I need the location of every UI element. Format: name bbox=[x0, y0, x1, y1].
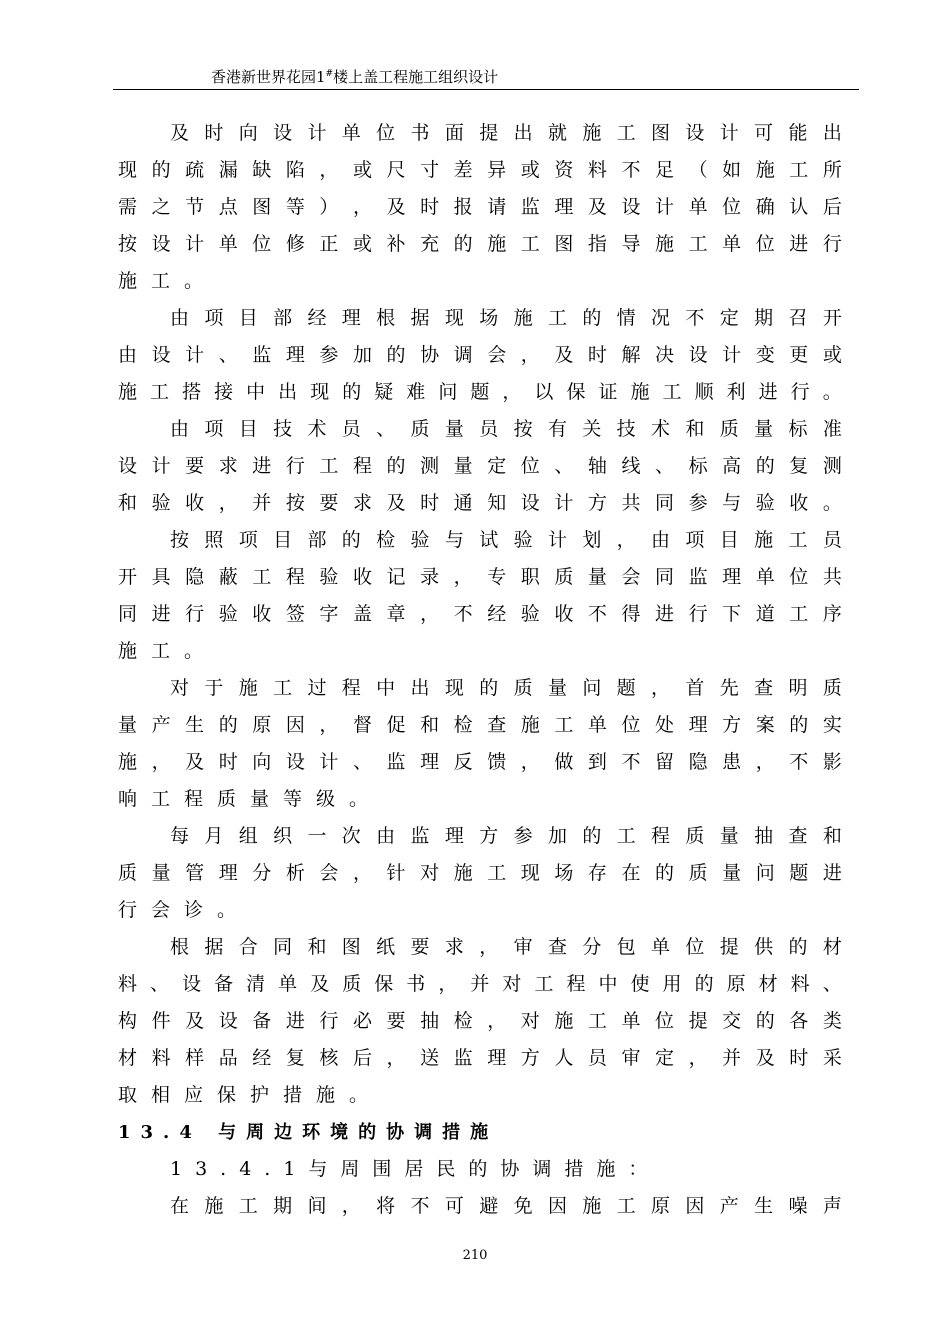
text-line: 和 验 收 ， 并 按 要 求 及 时 通 知 设 计 方 共 同 参 与 验 收 。 bbox=[118, 492, 842, 514]
text-line: 需 之 节 点 图 等 ） ， 及 时 报 请 监 理 及 设 计 单 位 确 认 后 bbox=[118, 196, 842, 218]
text-line: 同 进 行 验 收 签 字 盖 章 ， 不 经 验 收 不 得 进 行 下 道 工 序 bbox=[118, 603, 842, 625]
text-line: 根 据 合 同 和 图 纸 要 求 ， 审 查 分 包 单 位 提 供 的 材 bbox=[170, 936, 842, 958]
text-line: 材 料 样 品 经 复 核 后 ， 送 监 理 方 人 员 审 定 ， 并 及 时 采 bbox=[118, 1047, 842, 1069]
text-line: 由 项 目 技 术 员 、 质 量 员 按 有 关 技 术 和 质 量 标 准 bbox=[170, 418, 842, 440]
page-number: 210 bbox=[462, 1248, 488, 1263]
text-line: 质 量 管 理 分 析 会 ， 针 对 施 工 现 场 存 在 的 质 量 问 题 进 bbox=[118, 862, 842, 884]
text-line: 现 的 疏 漏 缺 陷 ， 或 尺 寸 差 异 或 资 料 不 足 （ 如 施 工 所 bbox=[118, 159, 842, 181]
text-line: 行会诊。 bbox=[118, 899, 251, 921]
text-line: 响工程质量等级。 bbox=[118, 788, 383, 810]
text-line: 取相应保护措施。 bbox=[118, 1084, 383, 1106]
text-line: 设 计 要 求 进 行 工 程 的 测 量 定 位 、 轴 线 、 标 高 的 复 测 bbox=[118, 455, 842, 477]
text-line: 量 产 生 的 原 因 ， 督 促 和 检 查 施 工 单 位 处 理 方 案 的 实 bbox=[118, 714, 842, 736]
text-line: 施工。 bbox=[118, 270, 218, 292]
text-line: 在 施 工 期 间 ， 将 不 可 避 免 因 施 工 原 因 产 生 噪 声 bbox=[170, 1195, 842, 1217]
text-line: 每 月 组 织 一 次 由 监 理 方 参 加 的 工 程 质 量 抽 查 和 bbox=[170, 825, 842, 847]
text-line: 开 具 隐 蔽 工 程 验 收 记 录 ， 专 职 质 量 会 同 监 理 单 位 共 bbox=[118, 566, 842, 588]
text-line: 由 项 目 部 经 理 根 据 现 场 施 工 的 情 况 不 定 期 召 开 bbox=[170, 307, 842, 329]
document-body bbox=[118, 115, 842, 1225]
section-heading: 13.4 与周边环境的协调措施 bbox=[118, 1122, 499, 1143]
text-line: 施 工 搭 接 中 出 现 的 疑 难 问 题 ， 以 保 证 施 工 顺 利 进 行 。 bbox=[118, 381, 842, 403]
page-header bbox=[113, 60, 859, 90]
text-line: 构 件 及 设 备 进 行 必 要 抽 检 ， 对 施 工 单 位 提 交 的 各 类 bbox=[118, 1010, 842, 1032]
text-line: 及 时 向 设 计 单 位 书 面 提 出 就 施 工 图 设 计 可 能 出 bbox=[170, 122, 842, 144]
text-line: 由 设 计 、 监 理 参 加 的 协 调 会 ， 及 时 解 决 设 计 变 更 或 bbox=[118, 344, 842, 366]
header-title: 香港新世界花园1#楼上盖工程施工组织设计 bbox=[211, 68, 499, 86]
text-line: 按 照 项 目 部 的 检 验 与 试 验 计 划 ， 由 项 目 施 工 员 bbox=[170, 529, 842, 551]
text-line: 料 、 设 备 清 单 及 质 保 书 ， 并 对 工 程 中 使 用 的 原 材 料 、 bbox=[118, 973, 842, 995]
text-line: 按 设 计 单 位 修 正 或 补 充 的 施 工 图 指 导 施 工 单 位 进 行 bbox=[118, 233, 842, 255]
text-line: 对 于 施 工 过 程 中 出 现 的 质 量 问 题 ， 首 先 查 明 质 bbox=[170, 677, 842, 699]
text-line: 施 ， 及 时 向 设 计 、 监 理 反 馈 ， 做 到 不 留 隐 患 ， 不 影 bbox=[118, 751, 842, 773]
text-line: 施工。 bbox=[118, 640, 218, 662]
subsection-heading: 13.4.1与周围居民的协调措施： bbox=[170, 1158, 661, 1180]
